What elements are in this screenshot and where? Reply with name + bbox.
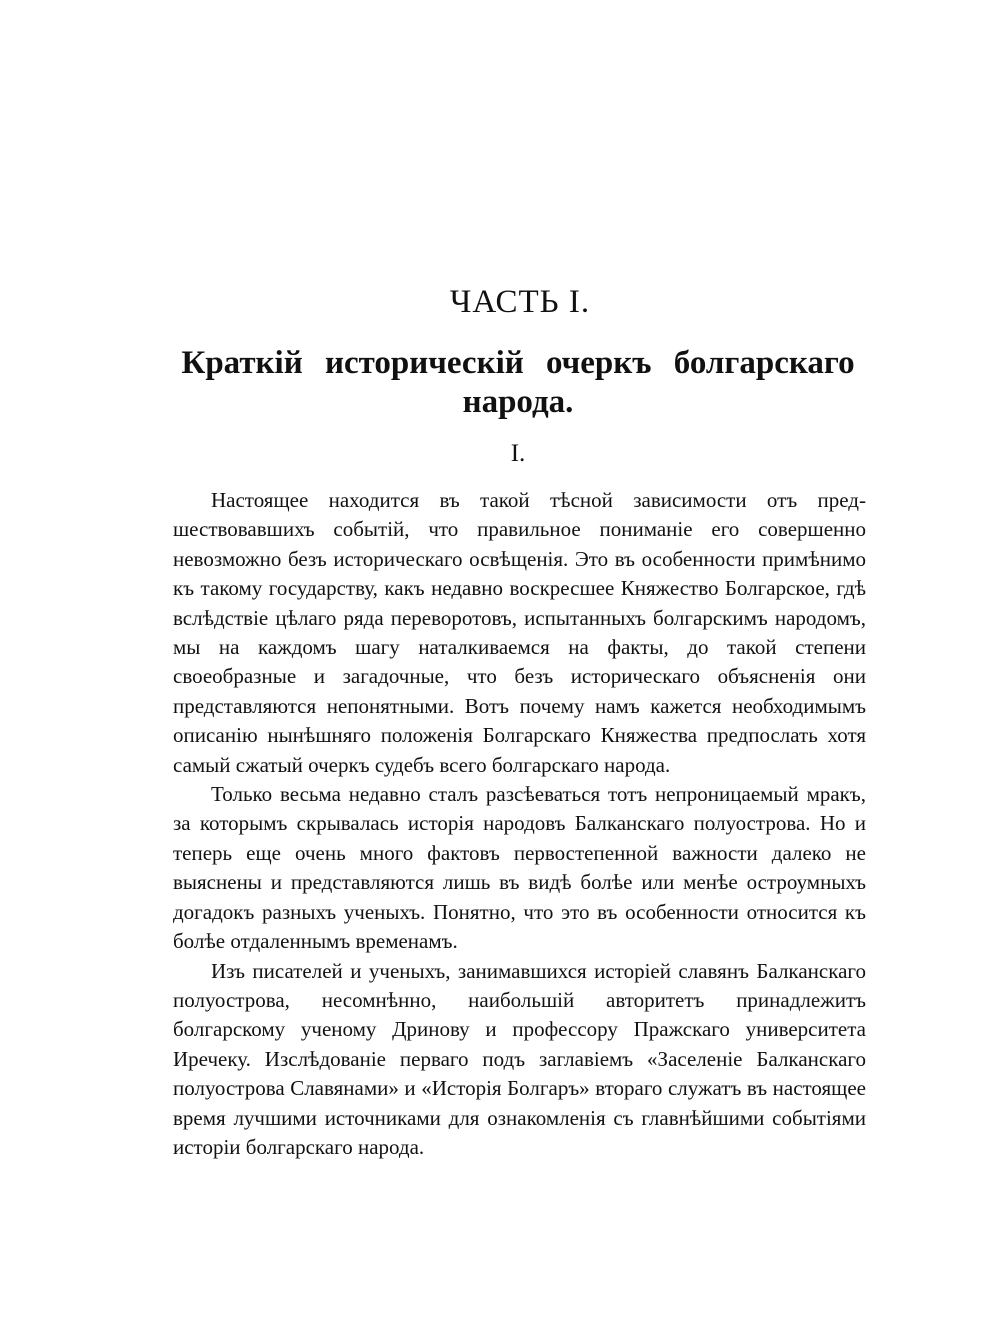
body-text <box>173 486 866 1162</box>
paragraph: Настоящее находится въ такой тѣсной зависимости отъ предшествовавшихъ событій, что правильное пониманіе его совершенно невозможно безъ историческаго освѣщенія. Это въ особенности примѣнимо къ такому государству, какъ недавно воскресшее Княжество Болгарское, гдѣ вслѣдствіе цѣлаго ряда переворотовъ, испытанныхъ болгарскимъ народомъ, мы на каждомъ шагу наталкиваемся на факты, до такой степени своеобразные и загадочные, что безъ историческаго объясненія они представляются непонятными. Вотъ почему намъ кажется необходимымъ описанію нынѣшняго положенія Болгарскаго Княжества предпослать хотя самый сжатый очеркъ судебъ всего болгарскаго народа. <box>173 488 866 777</box>
part-title: ЧАСТЬ I. <box>449 284 591 320</box>
chapter-title: Краткій историческій очеркъ болгарскаго народа. <box>181 345 855 420</box>
paragraph: Только весьма недавно сталъ разсѣеваться тотъ непроницаемый мракъ, за которымъ скрывалась исторія народовъ Балканскаго полуострова. Но и теперь еще очень много фактовъ первостепенной важности далеко не выяснены и представляются лишь въ видѣ болѣе или менѣе остроумныхъ догадокъ разныхъ ученыхъ. Понятно, что это въ особенности относится къ болѣе отдаленнымъ временамъ. <box>173 782 866 954</box>
paragraph: Изъ писателей и ученыхъ, занимавшихся исторіей славянъ Балканскаго полуострова, несомнѣнно, наибольшій авторитетъ принадлежитъ болгарскому ученому Дринову и профессору Пражскаго университета Иречеку. Изслѣдованіе перваго подъ заглавіемъ «Заселеніе Балканскаго полуострова Славянами» и «Исторія Болгаръ» втораго служатъ въ настоящее время лучшими источниками для ознакомленія съ главнѣйшими событіями исторіи болгарскаго народа. <box>173 958 866 1159</box>
section-number: I. <box>510 440 526 467</box>
